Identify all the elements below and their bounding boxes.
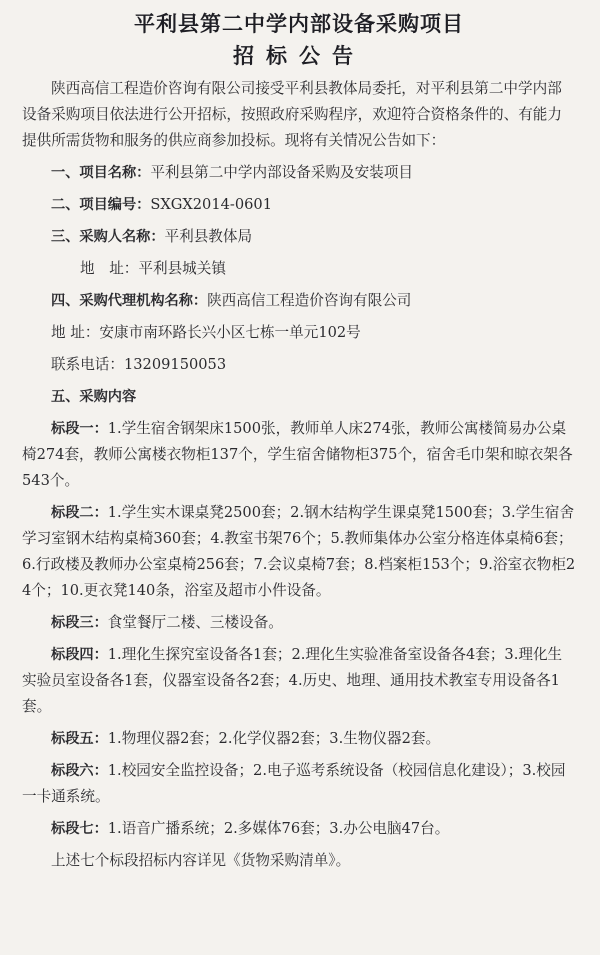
purchaser-value: 平利县教体局 bbox=[164, 228, 253, 245]
content-heading bbox=[22, 384, 576, 410]
agency-value: 陕西高信工程造价咨询有限公司 bbox=[207, 292, 412, 309]
lot-label: 标段四： bbox=[51, 647, 108, 663]
lot-label: 标段三： bbox=[51, 615, 108, 631]
closing-paragraph: 上述七个标段招标内容详见《货物采购清单》。 bbox=[51, 852, 351, 869]
project-no-row bbox=[22, 192, 576, 218]
purchaser-row bbox=[22, 224, 576, 250]
lot-text: 1.学生宿舍钢架床1500张，教师单人床274张，教师公寓楼简易办公桌椅274套，教师公寓楼衣物柜137个，学生宿舍储物柜375个，宿舍毛巾架和晾衣架各543个。 bbox=[22, 420, 573, 489]
project-name-label: 一、项目名称： bbox=[51, 165, 151, 181]
lot-text: 1.语音广播系统；2.多媒体76套；3.办公电脑47台。 bbox=[107, 820, 450, 837]
agency-address-value: 安康市南环路长兴小区七栋一单元102号 bbox=[99, 324, 361, 341]
purchaser-address-label: 地 址： bbox=[80, 260, 139, 277]
document-title: 平利县第二中学内部设备采购项目 bbox=[134, 12, 464, 36]
project-name-value: 平利县第二中学内部设备采购及安装项目 bbox=[150, 164, 414, 181]
phone-row bbox=[22, 352, 576, 378]
content-label: 五、采购内容 bbox=[51, 389, 137, 405]
lot-item bbox=[22, 726, 576, 752]
agency-address-label: 地 址： bbox=[51, 324, 100, 341]
lot-item bbox=[22, 500, 576, 604]
lot-label: 标段一： bbox=[51, 421, 108, 437]
lot-text: 1.物理仪器2套；2.化学仪器2套；3.生物仪器2套。 bbox=[107, 730, 441, 747]
lot-item bbox=[22, 610, 576, 636]
lot-label: 标段七： bbox=[51, 821, 108, 837]
project-name-row bbox=[22, 160, 576, 186]
lot-text: 食堂餐厅二楼、三楼设备。 bbox=[107, 614, 283, 631]
agency-row bbox=[22, 288, 576, 314]
document-subtitle: 招标公告 bbox=[233, 44, 365, 68]
lot-label: 标段二： bbox=[51, 505, 108, 521]
purchaser-label: 三、采购人名称： bbox=[51, 229, 165, 245]
lot-item bbox=[22, 416, 576, 494]
intro-paragraph: 陕西高信工程造价咨询有限公司接受平利县教体局委托，对平利县第二中学内部设备采购项目依法进行公开招标，按照政府采购程序，欢迎符合资格条件的、有能力提供所需货物和服务的供应商参加投标。现将有关情况公告如下： bbox=[22, 80, 562, 149]
lot-text: 1.学生实木课桌凳2500套；2.钢木结构学生课桌凳1500套；3.学生宿舍学习室钢木结构桌椅360套；4.教室书架76个；5.教师集体办公室分格连体桌椅6套；6.行政楼及教师办公室桌椅256套；7.会议桌椅7套；8.档案柜153个；9.浴室衣物柜24个；10.更衣凳140条，浴室及超市小件设备。 bbox=[22, 504, 576, 599]
lot-item bbox=[22, 642, 576, 720]
lot-item bbox=[22, 816, 576, 842]
lot-text: 1.理化生探究室设备各1套；2.理化生实验准备室设备各4套；3.理化生实验员室设备各1套，仪器室设备各2套；4.历史、地理、通用技术教室专用设备各1套。 bbox=[22, 646, 563, 715]
phone-value: 13209150053 bbox=[123, 356, 227, 373]
purchaser-address-value: 平利县城关镇 bbox=[138, 260, 226, 277]
lot-item bbox=[22, 758, 576, 810]
lot-label: 标段六： bbox=[51, 763, 108, 779]
agency-label: 四、采购代理机构名称： bbox=[51, 293, 208, 309]
purchaser-address-row bbox=[22, 256, 576, 282]
lot-label: 标段五： bbox=[51, 731, 108, 747]
project-no-value: SXGX2014-0601 bbox=[150, 196, 272, 213]
lot-list bbox=[22, 416, 576, 842]
agency-address-row bbox=[22, 320, 576, 346]
project-no-label: 二、项目编号： bbox=[51, 197, 151, 213]
lot-text: 1.校园安全监控设备；2.电子巡考系统设备（校园信息化建设）；3.校园一卡通系统。 bbox=[22, 762, 566, 805]
phone-label: 联系电话： bbox=[51, 356, 124, 373]
